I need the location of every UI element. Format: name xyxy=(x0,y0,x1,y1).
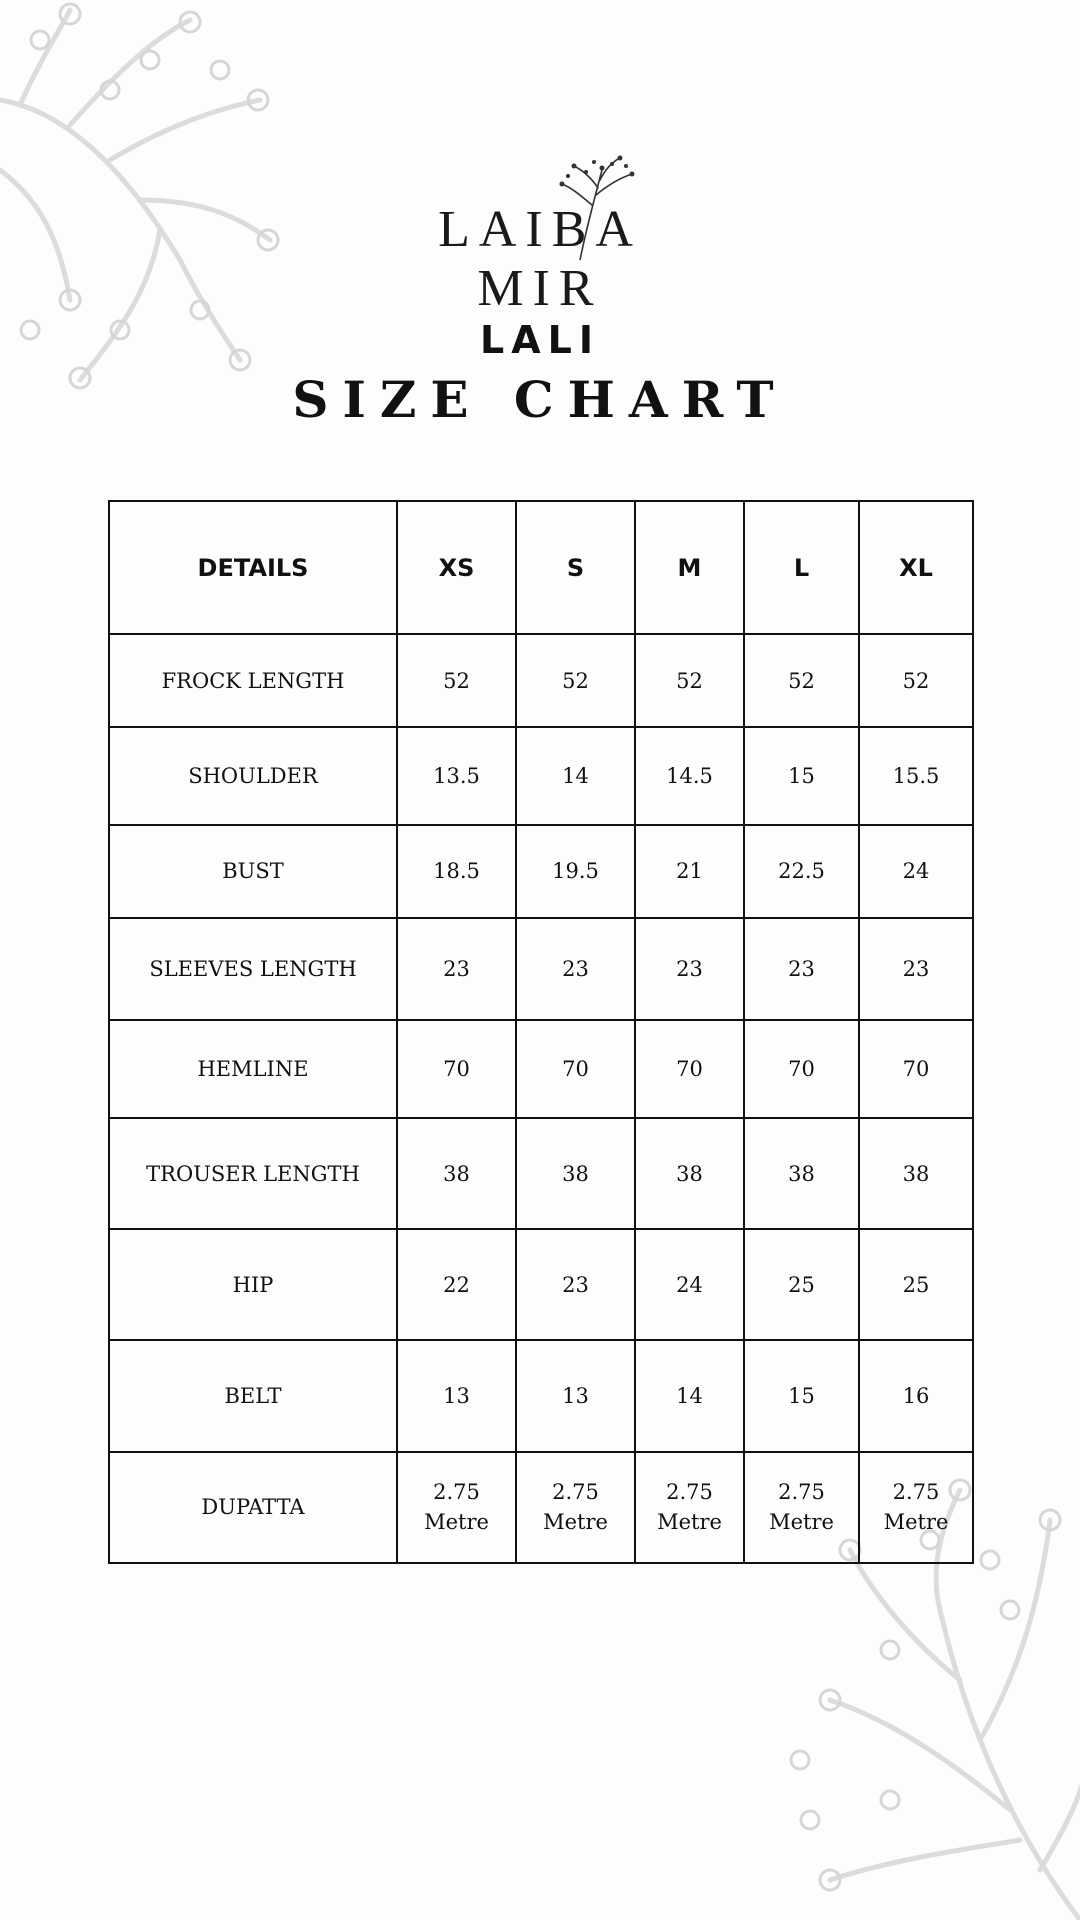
header-size-l: L xyxy=(744,501,859,634)
table-cell: 25 xyxy=(859,1229,973,1340)
brand-name: LAIBA MIR xyxy=(438,201,642,317)
size-chart-table xyxy=(108,500,974,1564)
table-cell: 38 xyxy=(859,1118,973,1229)
table-cell: 24 xyxy=(859,825,973,917)
header-size-xs: XS xyxy=(397,501,516,634)
table-cell: 13.5 xyxy=(397,727,516,825)
table-cell: 38 xyxy=(744,1118,859,1229)
table-cell: 15 xyxy=(744,1340,859,1451)
table-cell: 14.5 xyxy=(635,727,744,825)
table-cell: 38 xyxy=(635,1118,744,1229)
row-label: DUPATTA xyxy=(109,1452,397,1563)
header-size-m: M xyxy=(635,501,744,634)
table-cell: 70 xyxy=(397,1020,516,1118)
table-cell: 70 xyxy=(744,1020,859,1118)
header-details: DETAILS xyxy=(109,501,397,634)
header-size-xl: XL xyxy=(859,501,973,634)
table-cell: 52 xyxy=(744,634,859,727)
table-cell: 14 xyxy=(516,727,635,825)
table-cell: 18.5 xyxy=(397,825,516,917)
row-label: SLEEVES LENGTH xyxy=(109,918,397,1020)
table-cell: 14 xyxy=(635,1340,744,1451)
table-cell: 24 xyxy=(635,1229,744,1340)
table-cell: 22 xyxy=(397,1229,516,1340)
table-cell: 21 xyxy=(635,825,744,917)
table-cell: 52 xyxy=(516,634,635,727)
table-row xyxy=(109,727,973,825)
table-cell: 70 xyxy=(516,1020,635,1118)
table-cell: 23 xyxy=(397,918,516,1020)
table-row xyxy=(109,1118,973,1229)
brand-logo xyxy=(390,150,690,317)
row-label: SHOULDER xyxy=(109,727,397,825)
table-cell: 2.75 Metre xyxy=(859,1452,973,1563)
row-label: HIP xyxy=(109,1229,397,1340)
row-label: FROCK LENGTH xyxy=(109,634,397,727)
table-cell: 13 xyxy=(516,1340,635,1451)
table-cell: 38 xyxy=(397,1118,516,1229)
table-header-row xyxy=(109,501,973,634)
table-cell: 52 xyxy=(859,634,973,727)
table-row xyxy=(109,634,973,727)
table-row xyxy=(109,1229,973,1340)
collection-name: LALI xyxy=(480,318,600,362)
table-cell: 23 xyxy=(859,918,973,1020)
table-row xyxy=(109,1340,973,1451)
table-cell: 2.75 Metre xyxy=(744,1452,859,1563)
row-label: BUST xyxy=(109,825,397,917)
table-row xyxy=(109,918,973,1020)
table-cell: 13 xyxy=(397,1340,516,1451)
table-cell: 15.5 xyxy=(859,727,973,825)
table-cell: 52 xyxy=(635,634,744,727)
table-cell: 15 xyxy=(744,727,859,825)
row-label: TROUSER LENGTH xyxy=(109,1118,397,1229)
table-cell: 16 xyxy=(859,1340,973,1451)
table-cell: 70 xyxy=(859,1020,973,1118)
table-cell: 38 xyxy=(516,1118,635,1229)
header-size-s: S xyxy=(516,501,635,634)
table-cell: 23 xyxy=(635,918,744,1020)
table-cell: 19.5 xyxy=(516,825,635,917)
table-row xyxy=(109,825,973,917)
row-label: BELT xyxy=(109,1340,397,1451)
table-cell: 23 xyxy=(516,1229,635,1340)
table-cell: 23 xyxy=(744,918,859,1020)
page-title: SIZE CHART xyxy=(292,370,788,429)
table-cell: 23 xyxy=(516,918,635,1020)
table-cell: 52 xyxy=(397,634,516,727)
table-cell: 2.75 Metre xyxy=(635,1452,744,1563)
table-cell: 2.75 Metre xyxy=(516,1452,635,1563)
table-cell: 25 xyxy=(744,1229,859,1340)
table-cell: 2.75 Metre xyxy=(397,1452,516,1563)
floral-branch-top-left xyxy=(0,0,300,430)
table-row xyxy=(109,1020,973,1118)
row-label: HEMLINE xyxy=(109,1020,397,1118)
table-cell: 70 xyxy=(635,1020,744,1118)
table-row xyxy=(109,1452,973,1563)
table-cell: 22.5 xyxy=(744,825,859,917)
